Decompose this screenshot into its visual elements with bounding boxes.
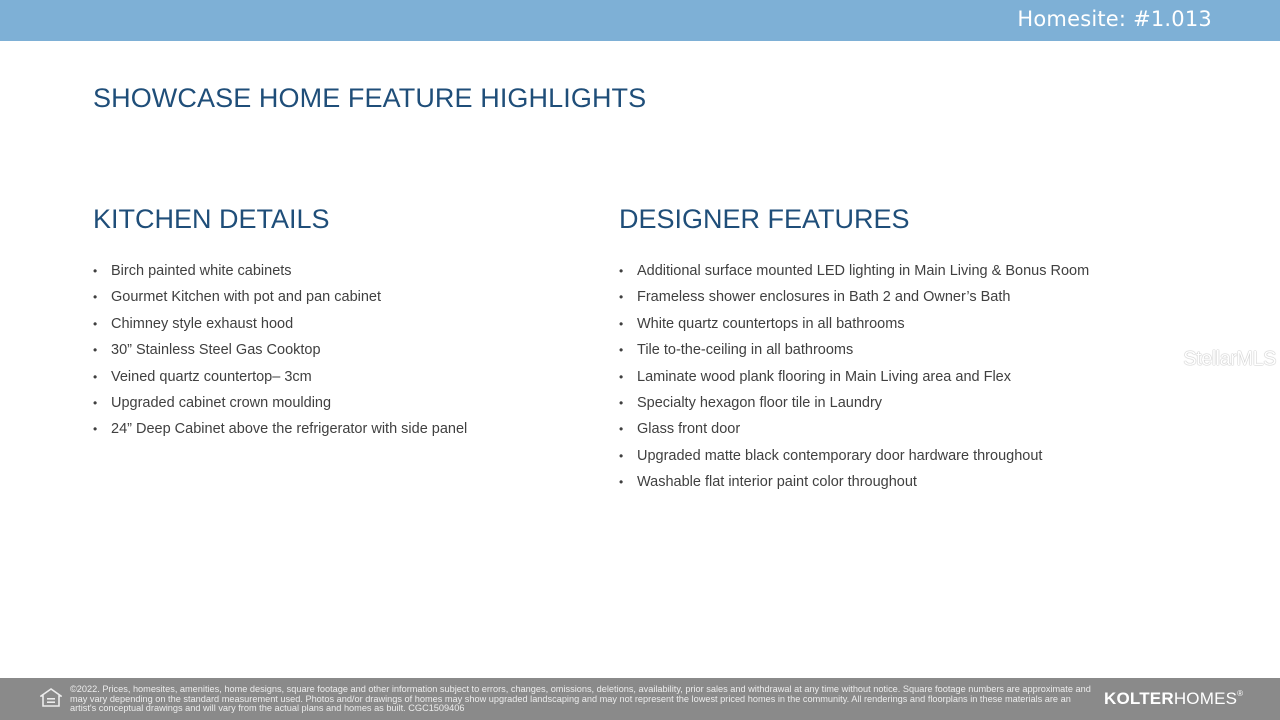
- bullet: •: [619, 264, 624, 278]
- kitchen-feature-list: [93, 258, 467, 443]
- list-item: [93, 258, 467, 284]
- bullet: •: [619, 290, 624, 305]
- list-item-text: Upgraded matte black contemporary door hardware throughout: [637, 447, 1043, 464]
- bullet: •: [619, 343, 624, 358]
- list-item: [619, 364, 1089, 390]
- list-item-text: Washable flat interior paint color throughout: [637, 474, 917, 491]
- list-item: [93, 364, 467, 390]
- bullet: •: [93, 316, 98, 331]
- list-item: [93, 337, 467, 363]
- list-item: [619, 258, 1089, 284]
- bullet: •: [93, 422, 98, 437]
- list-item-text: Birch painted white cabinets: [111, 263, 292, 279]
- bullet: •: [93, 343, 98, 358]
- footer-bar: [0, 678, 1280, 720]
- bullet: •: [619, 475, 624, 490]
- bullet: •: [619, 422, 624, 437]
- designer-feature-list: [619, 258, 1089, 496]
- bullet: •: [619, 395, 624, 410]
- list-item-text: Specialty hexagon floor tile in Laundry: [637, 394, 883, 411]
- list-item-text: Glass front door: [637, 421, 741, 438]
- list-item: [619, 443, 1089, 469]
- equal-housing-icon: [40, 688, 62, 708]
- top-bar: [0, 0, 1280, 41]
- list-item: [93, 284, 467, 310]
- bullet: •: [93, 369, 98, 384]
- brand-bold: KOLTER: [1104, 689, 1174, 708]
- list-item: [619, 469, 1089, 495]
- list-item-text: 30” Stainless Steel Gas Cooktop: [111, 342, 321, 359]
- list-item-text: Chimney style exhaust hood: [111, 315, 294, 332]
- list-item-text: Frameless shower enclosures in Bath 2 and Owner’s Bath: [637, 289, 1011, 306]
- list-item-text: Veined quartz countertop– 3cm: [111, 368, 312, 385]
- list-item: [619, 390, 1089, 416]
- list-item-text: Gourmet Kitchen with pot and pan cabinet: [111, 289, 382, 306]
- kitchen-details-title: KITCHEN DETAILS: [93, 204, 330, 234]
- list-item: [93, 311, 467, 337]
- list-item: [619, 337, 1089, 363]
- page-title: SHOWCASE HOME FEATURE HIGHLIGHTS: [93, 83, 647, 113]
- legal-disclaimer: ©2022. Prices, homesites, amenities, home designs, square footage and other information subject to errors, changes, omissions, deletions, availability, prior sales and withdrawal at any time without notice. Square footage numbers are approximate and may vary depending on the standard measurement used. Photos and/or drawings of homes may show upgraded landscaping and may not represent the lowest priced homes in the community. All renderings and floorplans in these materials are an artist's conceptual drawings and will vary from the actual plans and homes as built. CGC1509406: [70, 684, 1091, 714]
- bullet: •: [93, 395, 98, 410]
- watermark: StellarMLS: [1183, 348, 1276, 370]
- registered-mark: ®: [1237, 689, 1244, 698]
- bullet: •: [93, 290, 98, 305]
- list-item: [93, 390, 467, 416]
- list-item-text: Tile to-the-ceiling in all bathrooms: [637, 342, 854, 359]
- list-item-text: Laminate wood plank flooring in Main Living area and Flex: [637, 368, 1011, 385]
- brand-light: HOMES: [1173, 689, 1238, 708]
- list-item-text: 24” Deep Cabinet above the refrigerator with side panel: [111, 421, 468, 438]
- designer-features-title: DESIGNER FEATURES: [619, 204, 910, 234]
- list-item: [619, 284, 1089, 310]
- list-item-text: White quartz countertops in all bathrooms: [637, 315, 905, 332]
- list-item: [93, 416, 467, 442]
- bullet: •: [619, 369, 624, 384]
- bullet: •: [619, 316, 624, 331]
- list-item: [619, 311, 1089, 337]
- kolter-homes-logo: [1104, 689, 1243, 709]
- list-item-text: Upgraded cabinet crown moulding: [111, 394, 332, 411]
- list-item: [619, 416, 1089, 442]
- list-item-text: Additional surface mounted LED lighting in Main Living & Bonus Room: [637, 263, 1090, 279]
- bullet: •: [619, 448, 624, 463]
- bullet: •: [93, 264, 98, 278]
- homesite-label: Homesite: #1.013: [1017, 7, 1212, 31]
